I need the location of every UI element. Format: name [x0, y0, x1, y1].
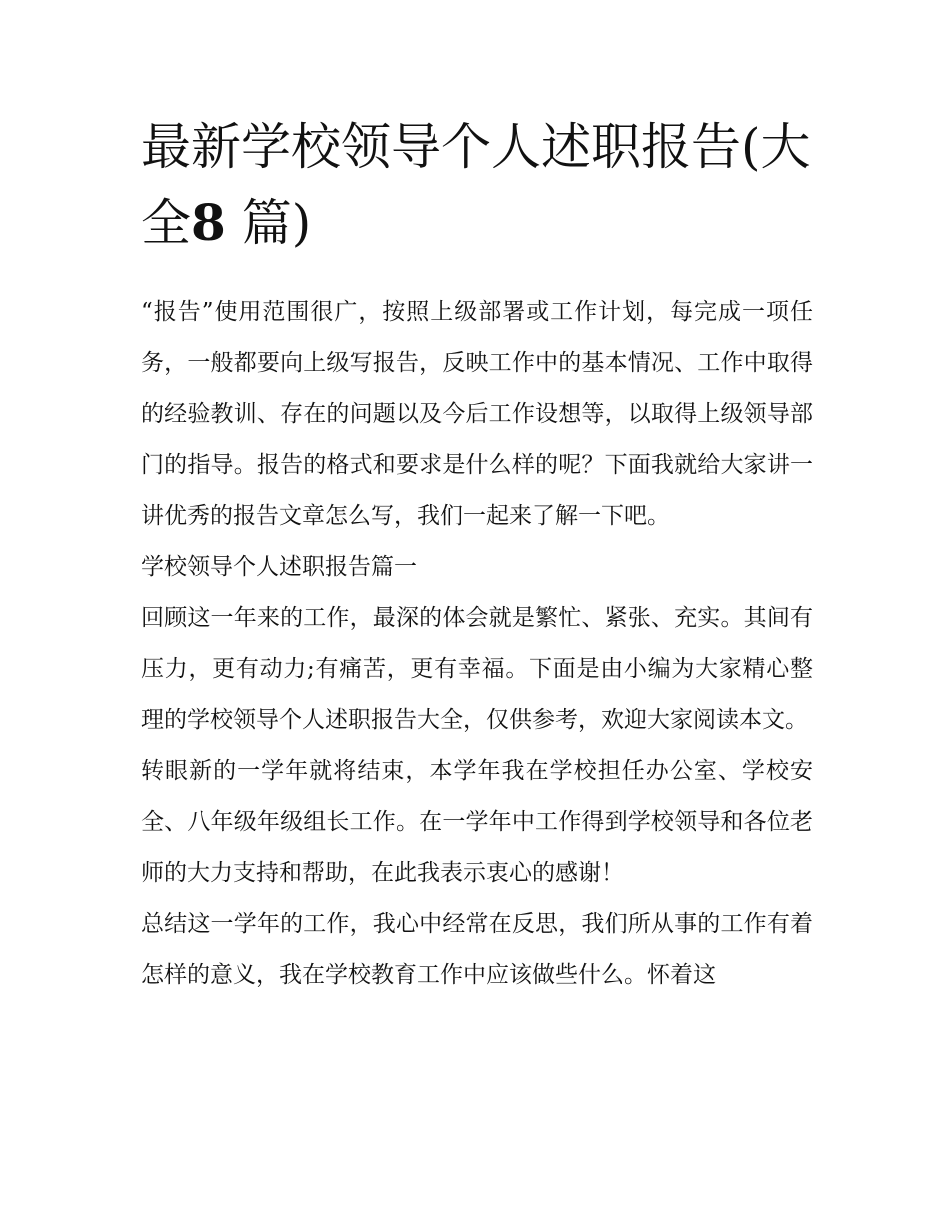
- title-number: 8: [191, 193, 226, 252]
- body-paragraph-1: 回顾这一年来的工作，最深的体会就是繁忙、紧张、充实。其间有压力，更有动力;有痛苦，更有幸福。下面是由小编为大家精心整理的学校领导个人述职报告大全，仅供参考，欢迎大家阅读本文。: [141, 605, 813, 733]
- body-paragraph-3: 总结这一学年的工作，我心中经常在反思，我们所从事的工作有着怎样的意义，我在学校教育工作中应该做些什么。怀着这: [141, 911, 813, 988]
- title-text-end: 篇): [241, 194, 312, 252]
- intro-paragraph: “报告”使用范围很广，按照上级部署或工作计划，每完成一项任务，一般都要向上级写报告，反映工作中的基本情况、工作中取得的经验教训、存在的问题以及今后工作设想等，以取得上级领导部门的指导。报告的格式和要求是什么样的呢？下面我就给大家讲一讲优秀的报告文章怎么写，我们一起来了解一下吧。: [141, 299, 813, 529]
- document-body: [141, 287, 813, 1001]
- section-heading: 学校领导个人述职报告篇一: [141, 554, 417, 580]
- document-page: [141, 110, 813, 1001]
- title-text-main: 最新学校领导个人述职报告(大全: [141, 118, 811, 252]
- document-title: [141, 110, 813, 261]
- body-paragraph-2: 转眼新的一学年就将结束，本学年我在学校担任办公室、学校安全、八年级年级组长工作。在一学年中工作得到学校领导和各位老师的大力支持和帮助，在此我表示衷心的感谢！: [141, 758, 813, 886]
